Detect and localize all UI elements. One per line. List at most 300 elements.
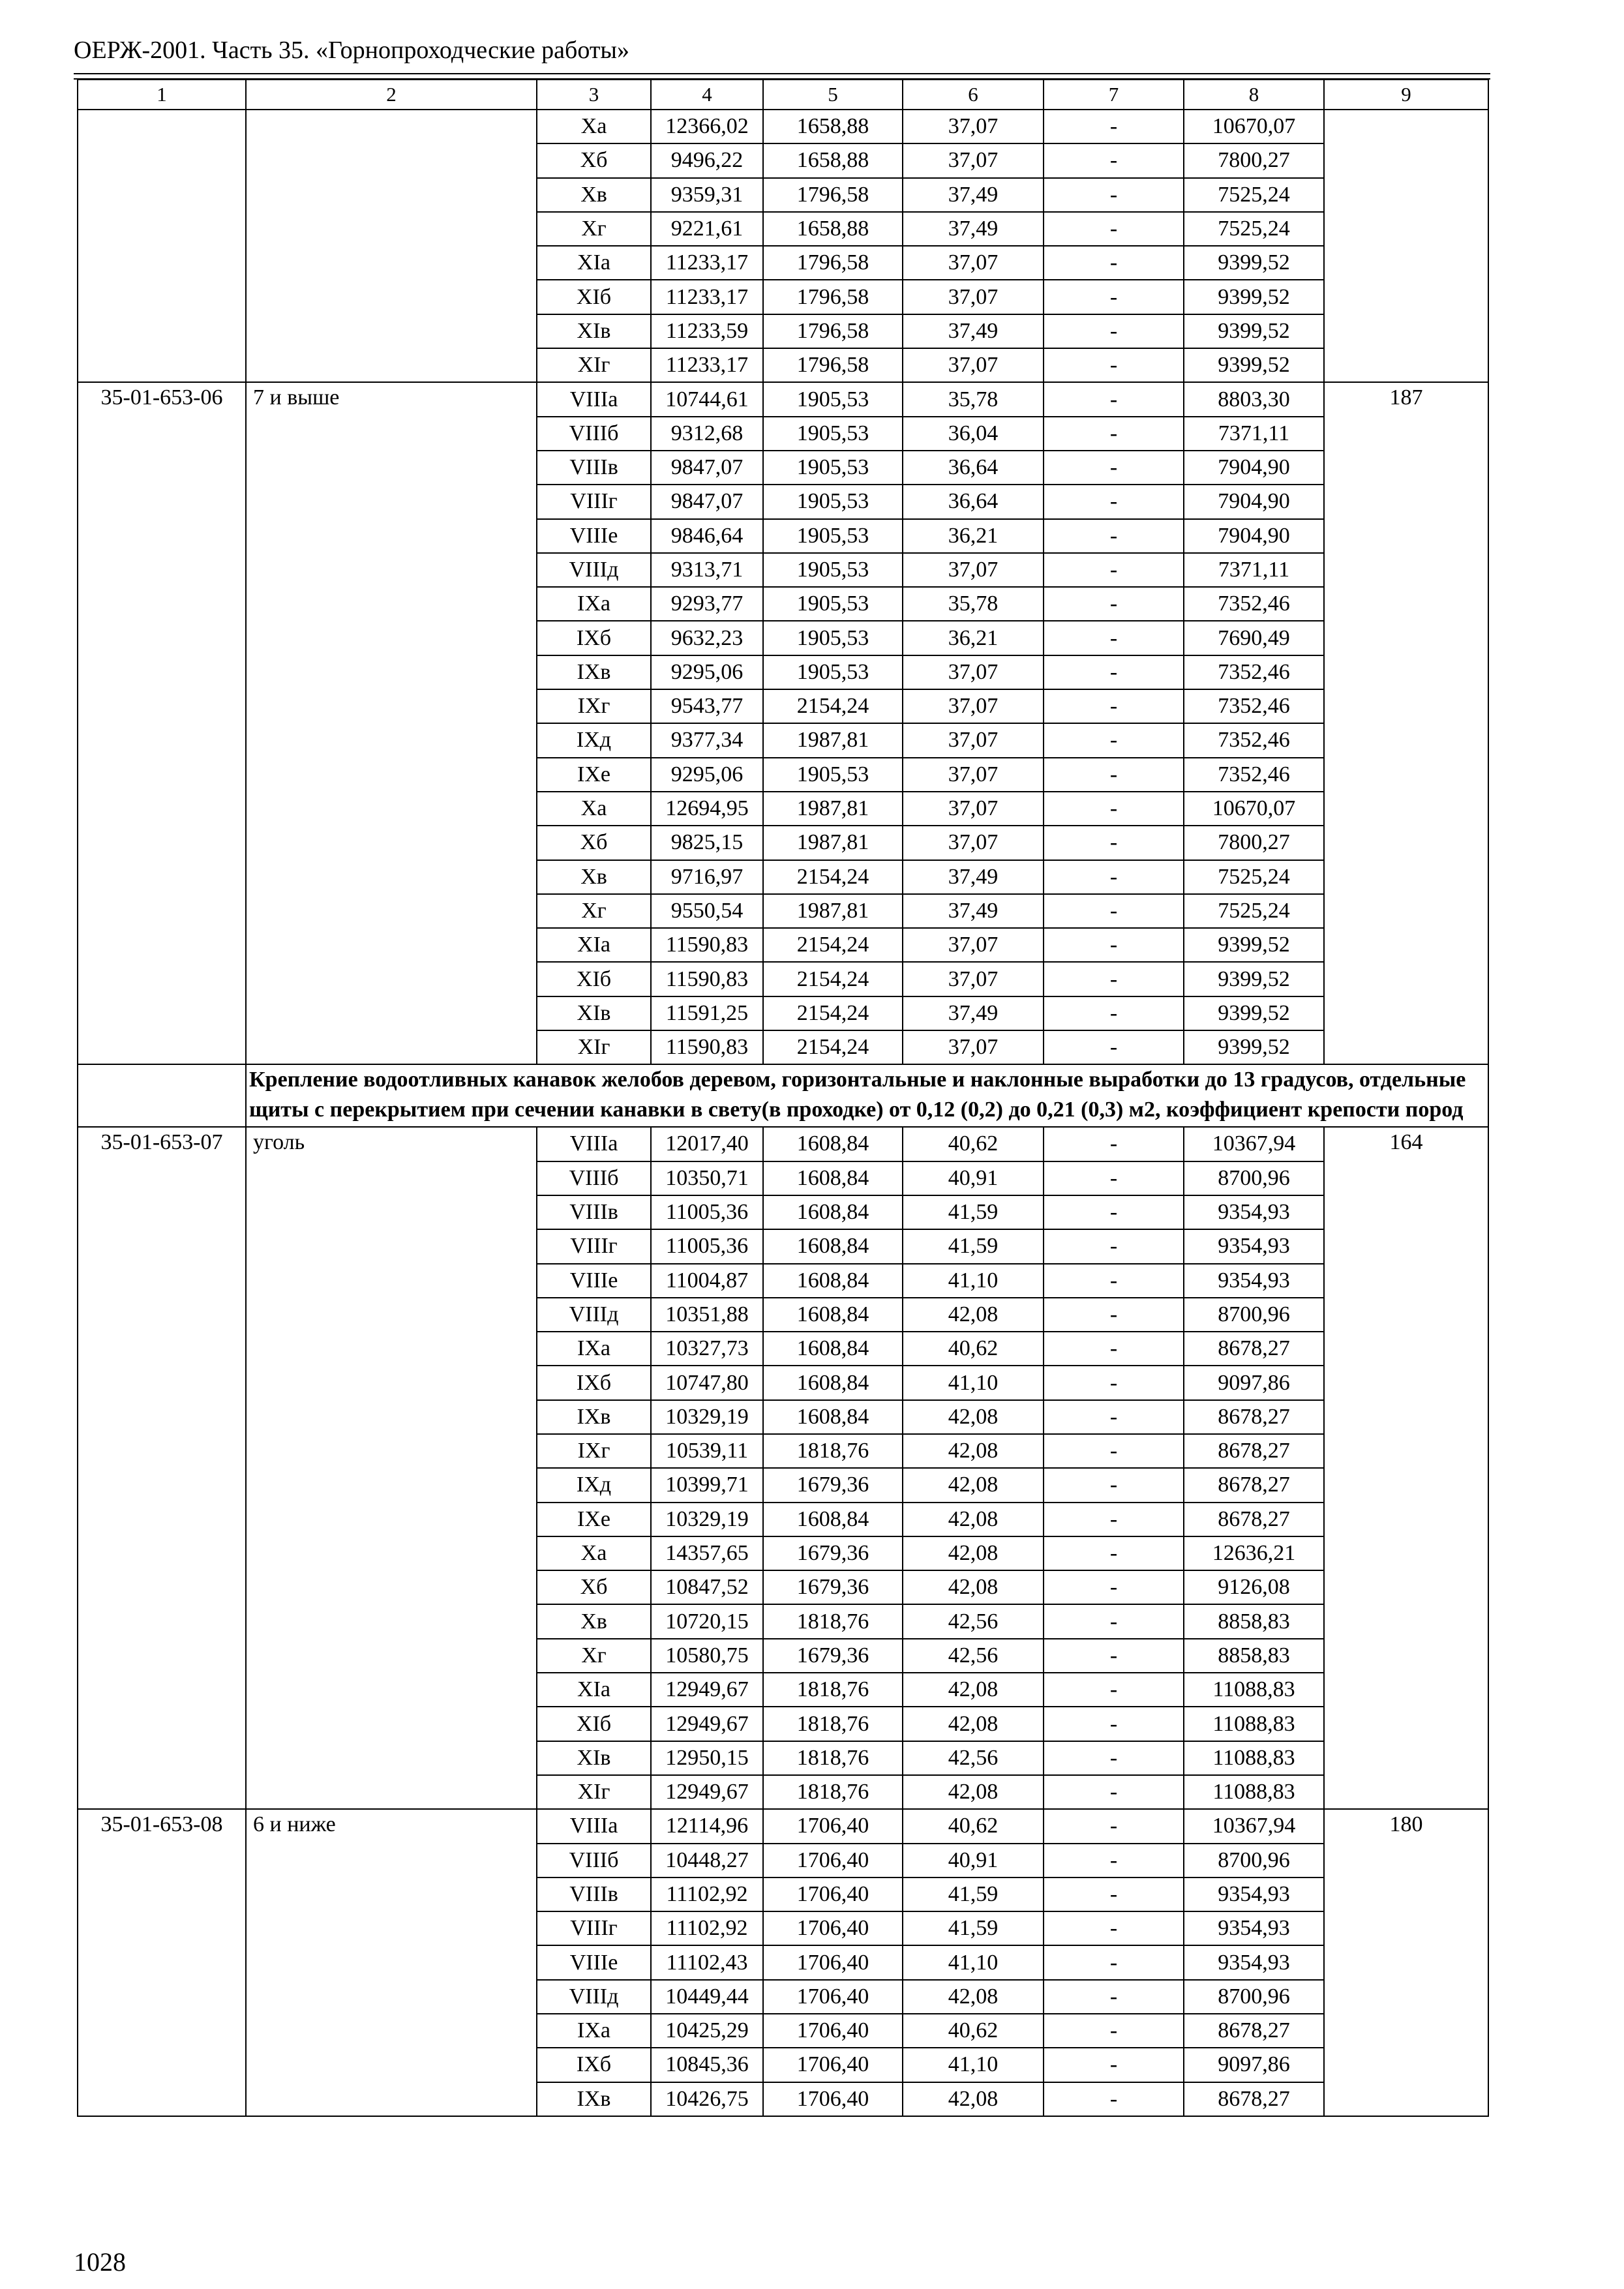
wages-cell: 1706,40 (763, 1980, 903, 2014)
total-cost-cell: 10350,71 (651, 1161, 763, 1195)
total-cost-cell: 10329,19 (651, 1400, 763, 1434)
drivers-wages-cell: - (1044, 1229, 1184, 1263)
total-cost-cell: 11590,83 (651, 962, 763, 996)
zone-cell: VIIIе (537, 519, 651, 553)
machines-cell: 42,56 (903, 1741, 1044, 1775)
materials-cell: 7904,90 (1184, 485, 1324, 518)
materials-cell: 11088,83 (1184, 1741, 1324, 1775)
wages-cell: 1706,40 (763, 1945, 903, 1979)
wages-cell: 2154,24 (763, 962, 903, 996)
zone-cell: XIб (537, 962, 651, 996)
wages-cell: 2154,24 (763, 860, 903, 894)
drivers-wages-cell: - (1044, 1400, 1184, 1434)
materials-cell: 7690,49 (1184, 621, 1324, 655)
machines-cell: 42,08 (903, 1468, 1044, 1502)
zone-cell: VIIIд (537, 1980, 651, 2014)
drivers-wages-cell: - (1044, 553, 1184, 587)
zone-cell: VIIIб (537, 1844, 651, 1878)
materials-cell: 9354,93 (1184, 1911, 1324, 1945)
materials-cell: 8678,27 (1184, 1400, 1324, 1434)
column-number: 6 (903, 80, 1044, 110)
drivers-wages-cell: - (1044, 1775, 1184, 1809)
machines-cell: 41,10 (903, 1366, 1044, 1399)
drivers-wages-cell: - (1044, 894, 1184, 928)
machines-cell: 42,08 (903, 1434, 1044, 1468)
drivers-wages-cell: - (1044, 1980, 1184, 2014)
zone-cell: IXа (537, 2014, 651, 2048)
materials-cell: 9399,52 (1184, 314, 1324, 348)
total-cost-cell: 9377,34 (651, 723, 763, 757)
zone-cell: VIIIа (537, 1809, 651, 1843)
drivers-wages-cell: - (1044, 758, 1184, 792)
zone-cell: VIIIа (537, 1127, 651, 1161)
zone-cell: Xг (537, 212, 651, 246)
wages-cell: 1905,53 (763, 587, 903, 621)
column-number: 7 (1044, 80, 1184, 110)
drivers-wages-cell: - (1044, 587, 1184, 621)
materials-cell: 8700,96 (1184, 1844, 1324, 1878)
column-number: 4 (651, 80, 763, 110)
rates-table (77, 79, 1489, 2117)
zone-cell: IXд (537, 723, 651, 757)
column-number: 8 (1184, 80, 1324, 110)
machines-cell: 40,91 (903, 1161, 1044, 1195)
drivers-wages-cell: - (1044, 826, 1184, 860)
machines-cell: 37,07 (903, 1030, 1044, 1064)
machines-cell: 37,07 (903, 553, 1044, 587)
wages-cell: 1818,76 (763, 1434, 903, 1468)
materials-cell: 11088,83 (1184, 1775, 1324, 1809)
wages-cell: 1679,36 (763, 1536, 903, 1570)
total-cost-cell: 11102,92 (651, 1878, 763, 1911)
machines-cell: 40,62 (903, 2014, 1044, 2048)
machines-cell: 36,21 (903, 621, 1044, 655)
materials-cell: 7525,24 (1184, 894, 1324, 928)
drivers-wages-cell: - (1044, 1332, 1184, 1366)
drivers-wages-cell: - (1044, 1878, 1184, 1911)
materials-cell: 9399,52 (1184, 962, 1324, 996)
materials-cell: 10670,07 (1184, 110, 1324, 143)
table-row (78, 1809, 1488, 1843)
drivers-wages-cell: - (1044, 1945, 1184, 1979)
drivers-wages-cell: - (1044, 1604, 1184, 1638)
machines-cell: 36,04 (903, 417, 1044, 451)
total-cost-cell: 11233,17 (651, 246, 763, 280)
section-heading: Крепление водоотливных канавок желобов деревом, горизонтальные и наклонные выработки до 13 градусов, отдельные щиты с перекрытием при сечении канавки в свету(в проходке) от 0,12 (0,2) до 0,21 (0,3) м2, коэффициент крепости пород (246, 1064, 1488, 1127)
drivers-wages-cell: - (1044, 1030, 1184, 1064)
labor-cost-cell (1324, 110, 1488, 382)
labor-cost-cell: 164 (1324, 1127, 1488, 1809)
page-header-title: ОЕРЖ-2001. Часть 35. «Горнопроходческие работы» (74, 37, 629, 64)
machines-cell: 37,07 (903, 110, 1044, 143)
materials-cell: 8803,30 (1184, 382, 1324, 416)
zone-cell: IXв (537, 1400, 651, 1434)
zone-cell: Xб (537, 826, 651, 860)
materials-cell: 10670,07 (1184, 792, 1324, 826)
zone-cell: IXд (537, 1468, 651, 1502)
wages-cell: 1706,40 (763, 1844, 903, 1878)
rock-strength-cell: 7 и выше (246, 382, 537, 1064)
wages-cell: 1818,76 (763, 1673, 903, 1707)
zone-cell: VIIIб (537, 1161, 651, 1195)
wages-cell: 1905,53 (763, 485, 903, 518)
total-cost-cell: 11102,43 (651, 1945, 763, 1979)
section-empty-cell (78, 1064, 246, 1127)
machines-cell: 42,08 (903, 1707, 1044, 1741)
column-number: 5 (763, 80, 903, 110)
machines-cell: 42,56 (903, 1639, 1044, 1673)
wages-cell: 2154,24 (763, 928, 903, 962)
drivers-wages-cell: - (1044, 1911, 1184, 1945)
rate-code-cell: 35-01-653-07 (78, 1127, 246, 1809)
zone-cell: Xб (537, 1570, 651, 1604)
wages-cell: 1818,76 (763, 1707, 903, 1741)
wages-cell: 1987,81 (763, 792, 903, 826)
total-cost-cell: 11102,92 (651, 1911, 763, 1945)
wages-cell: 1706,40 (763, 2048, 903, 2082)
wages-cell: 1706,40 (763, 1911, 903, 1945)
rock-strength-cell (246, 110, 537, 382)
total-cost-cell: 9632,23 (651, 621, 763, 655)
total-cost-cell: 9550,54 (651, 894, 763, 928)
machines-cell: 41,59 (903, 1878, 1044, 1911)
total-cost-cell: 9221,61 (651, 212, 763, 246)
total-cost-cell: 11590,83 (651, 928, 763, 962)
drivers-wages-cell: - (1044, 1570, 1184, 1604)
materials-cell: 9354,93 (1184, 1195, 1324, 1229)
machines-cell: 42,08 (903, 1980, 1044, 2014)
total-cost-cell: 9847,07 (651, 451, 763, 485)
column-number: 3 (537, 80, 651, 110)
wages-cell: 1905,53 (763, 451, 903, 485)
page-number: 1028 (74, 2247, 126, 2277)
materials-cell: 11088,83 (1184, 1673, 1324, 1707)
zone-cell: IXе (537, 758, 651, 792)
zone-cell: IXв (537, 655, 651, 689)
zone-cell: IXа (537, 587, 651, 621)
materials-cell: 9354,93 (1184, 1878, 1324, 1911)
materials-cell: 8700,96 (1184, 1980, 1324, 2014)
materials-cell: 7371,11 (1184, 417, 1324, 451)
total-cost-cell: 10847,52 (651, 1570, 763, 1604)
drivers-wages-cell: - (1044, 860, 1184, 894)
materials-cell: 8678,27 (1184, 2082, 1324, 2116)
drivers-wages-cell: - (1044, 348, 1184, 382)
machines-cell: 42,08 (903, 1536, 1044, 1570)
wages-cell: 1905,53 (763, 519, 903, 553)
drivers-wages-cell: - (1044, 962, 1184, 996)
zone-cell: Xг (537, 894, 651, 928)
drivers-wages-cell: - (1044, 996, 1184, 1030)
total-cost-cell: 10327,73 (651, 1332, 763, 1366)
rock-strength-cell: 6 и ниже (246, 1809, 537, 2116)
total-cost-cell: 9825,15 (651, 826, 763, 860)
total-cost-cell: 9543,77 (651, 689, 763, 723)
zone-cell: XIг (537, 1775, 651, 1809)
materials-cell: 8858,83 (1184, 1604, 1324, 1638)
materials-cell: 9126,08 (1184, 1570, 1324, 1604)
machines-cell: 37,07 (903, 962, 1044, 996)
drivers-wages-cell: - (1044, 1707, 1184, 1741)
materials-cell: 7525,24 (1184, 178, 1324, 212)
rate-code-cell: 35-01-653-08 (78, 1809, 246, 2116)
zone-cell: Xв (537, 860, 651, 894)
machines-cell: 37,49 (903, 178, 1044, 212)
total-cost-cell: 11591,25 (651, 996, 763, 1030)
materials-cell: 7352,46 (1184, 758, 1324, 792)
column-number: 2 (246, 80, 537, 110)
zone-cell: VIIIд (537, 1298, 651, 1332)
wages-cell: 1796,58 (763, 246, 903, 280)
materials-cell: 9354,93 (1184, 1945, 1324, 1979)
drivers-wages-cell: - (1044, 1503, 1184, 1536)
wages-cell: 1706,40 (763, 1878, 903, 1911)
zone-cell: XIа (537, 928, 651, 962)
total-cost-cell: 9295,06 (651, 655, 763, 689)
zone-cell: Xа (537, 110, 651, 143)
machines-cell: 37,07 (903, 826, 1044, 860)
machines-cell: 42,08 (903, 1570, 1044, 1604)
total-cost-cell: 12017,40 (651, 1127, 763, 1161)
drivers-wages-cell: - (1044, 2014, 1184, 2048)
machines-cell: 36,64 (903, 451, 1044, 485)
materials-cell: 8700,96 (1184, 1161, 1324, 1195)
wages-cell: 1608,84 (763, 1127, 903, 1161)
total-cost-cell: 9313,71 (651, 553, 763, 587)
zone-cell: Xг (537, 1639, 651, 1673)
machines-cell: 41,10 (903, 1264, 1044, 1298)
drivers-wages-cell: - (1044, 1639, 1184, 1673)
drivers-wages-cell: - (1044, 485, 1184, 518)
drivers-wages-cell: - (1044, 314, 1184, 348)
machines-cell: 41,10 (903, 1945, 1044, 1979)
zone-cell: IXв (537, 2082, 651, 2116)
materials-cell: 9399,52 (1184, 996, 1324, 1030)
drivers-wages-cell: - (1044, 212, 1184, 246)
machines-cell: 35,78 (903, 587, 1044, 621)
total-cost-cell: 14357,65 (651, 1536, 763, 1570)
wages-cell: 1818,76 (763, 1604, 903, 1638)
materials-cell: 9399,52 (1184, 280, 1324, 314)
wages-cell: 1905,53 (763, 382, 903, 416)
zone-cell: Xа (537, 792, 651, 826)
zone-cell: VIIIд (537, 553, 651, 587)
machines-cell: 37,07 (903, 246, 1044, 280)
drivers-wages-cell: - (1044, 1434, 1184, 1468)
zone-cell: VIIIв (537, 1878, 651, 1911)
materials-cell: 7352,46 (1184, 723, 1324, 757)
total-cost-cell: 10744,61 (651, 382, 763, 416)
wages-cell: 1608,84 (763, 1332, 903, 1366)
zone-cell: XIг (537, 1030, 651, 1064)
total-cost-cell: 11233,17 (651, 280, 763, 314)
wages-cell: 2154,24 (763, 996, 903, 1030)
machines-cell: 35,78 (903, 382, 1044, 416)
drivers-wages-cell: - (1044, 280, 1184, 314)
total-cost-cell: 9293,77 (651, 587, 763, 621)
zone-cell: IXа (537, 1332, 651, 1366)
materials-cell: 7525,24 (1184, 860, 1324, 894)
machines-cell: 41,59 (903, 1229, 1044, 1263)
zone-cell: VIIIе (537, 1264, 651, 1298)
drivers-wages-cell: - (1044, 110, 1184, 143)
wages-cell: 1679,36 (763, 1639, 903, 1673)
zone-cell: XIа (537, 246, 651, 280)
materials-cell: 7352,46 (1184, 689, 1324, 723)
materials-cell: 10367,94 (1184, 1809, 1324, 1843)
total-cost-cell: 12950,15 (651, 1741, 763, 1775)
wages-cell: 1608,84 (763, 1298, 903, 1332)
materials-cell: 8678,27 (1184, 1332, 1324, 1366)
wages-cell: 1608,84 (763, 1503, 903, 1536)
materials-cell: 7800,27 (1184, 143, 1324, 177)
zone-cell: VIIIв (537, 1195, 651, 1229)
drivers-wages-cell: - (1044, 178, 1184, 212)
zone-cell: XIг (537, 348, 651, 382)
total-cost-cell: 10426,75 (651, 2082, 763, 2116)
zone-cell: XIб (537, 280, 651, 314)
rock-strength-cell: уголь (246, 1127, 537, 1809)
materials-cell: 12636,21 (1184, 1536, 1324, 1570)
materials-cell: 9399,52 (1184, 348, 1324, 382)
machines-cell: 37,49 (903, 996, 1044, 1030)
materials-cell: 7800,27 (1184, 826, 1324, 860)
machines-cell: 37,07 (903, 758, 1044, 792)
machines-cell: 37,07 (903, 348, 1044, 382)
zone-cell: Xа (537, 1536, 651, 1570)
machines-cell: 40,91 (903, 1844, 1044, 1878)
materials-cell: 8678,27 (1184, 2014, 1324, 2048)
drivers-wages-cell: - (1044, 792, 1184, 826)
drivers-wages-cell: - (1044, 1673, 1184, 1707)
drivers-wages-cell: - (1044, 928, 1184, 962)
machines-cell: 40,62 (903, 1127, 1044, 1161)
wages-cell: 1796,58 (763, 178, 903, 212)
total-cost-cell: 10399,71 (651, 1468, 763, 1502)
table-row (78, 1127, 1488, 1161)
total-cost-cell: 12694,95 (651, 792, 763, 826)
machines-cell: 41,59 (903, 1195, 1044, 1229)
wages-cell: 1658,88 (763, 212, 903, 246)
wages-cell: 1905,53 (763, 553, 903, 587)
zone-cell: IXб (537, 2048, 651, 2082)
zone-cell: XIв (537, 314, 651, 348)
materials-cell: 8678,27 (1184, 1434, 1324, 1468)
machines-cell: 37,49 (903, 212, 1044, 246)
machines-cell: 37,07 (903, 143, 1044, 177)
machines-cell: 37,07 (903, 655, 1044, 689)
zone-cell: XIб (537, 1707, 651, 1741)
materials-cell: 7352,46 (1184, 655, 1324, 689)
total-cost-cell: 9295,06 (651, 758, 763, 792)
zone-cell: Xв (537, 1604, 651, 1638)
total-cost-cell: 9496,22 (651, 143, 763, 177)
total-cost-cell: 12949,67 (651, 1673, 763, 1707)
wages-cell: 1679,36 (763, 1468, 903, 1502)
drivers-wages-cell: - (1044, 519, 1184, 553)
machines-cell: 42,08 (903, 1298, 1044, 1332)
table-body (78, 80, 1488, 2116)
machines-cell: 37,07 (903, 792, 1044, 826)
wages-cell: 1818,76 (763, 1741, 903, 1775)
materials-cell: 9354,93 (1184, 1229, 1324, 1263)
materials-cell: 8858,83 (1184, 1639, 1324, 1673)
wages-cell: 1608,84 (763, 1400, 903, 1434)
machines-cell: 37,07 (903, 723, 1044, 757)
zone-cell: Xб (537, 143, 651, 177)
wages-cell: 1796,58 (763, 280, 903, 314)
zone-cell: XIв (537, 996, 651, 1030)
machines-cell: 42,08 (903, 2082, 1044, 2116)
total-cost-cell: 11233,59 (651, 314, 763, 348)
drivers-wages-cell: - (1044, 723, 1184, 757)
drivers-wages-cell: - (1044, 417, 1184, 451)
wages-cell: 2154,24 (763, 1030, 903, 1064)
materials-cell: 9399,52 (1184, 928, 1324, 962)
drivers-wages-cell: - (1044, 143, 1184, 177)
materials-cell: 9399,52 (1184, 246, 1324, 280)
machines-cell: 37,07 (903, 280, 1044, 314)
wages-cell: 1796,58 (763, 314, 903, 348)
drivers-wages-cell: - (1044, 689, 1184, 723)
drivers-wages-cell: - (1044, 246, 1184, 280)
column-number-row (78, 80, 1488, 110)
rate-code-cell: 35-01-653-06 (78, 382, 246, 1064)
total-cost-cell: 10351,88 (651, 1298, 763, 1332)
total-cost-cell: 10449,44 (651, 1980, 763, 2014)
machines-cell: 36,64 (903, 485, 1044, 518)
zone-cell: IXб (537, 621, 651, 655)
drivers-wages-cell: - (1044, 1844, 1184, 1878)
total-cost-cell: 9716,97 (651, 860, 763, 894)
drivers-wages-cell: - (1044, 1741, 1184, 1775)
materials-cell: 7371,11 (1184, 553, 1324, 587)
wages-cell: 1818,76 (763, 1775, 903, 1809)
materials-cell: 10367,94 (1184, 1127, 1324, 1161)
zone-cell: VIIIе (537, 1945, 651, 1979)
zone-cell: VIIIг (537, 1229, 651, 1263)
total-cost-cell: 12366,02 (651, 110, 763, 143)
materials-cell: 8700,96 (1184, 1298, 1324, 1332)
drivers-wages-cell: - (1044, 1809, 1184, 1843)
machines-cell: 36,21 (903, 519, 1044, 553)
machines-cell: 37,49 (903, 894, 1044, 928)
wages-cell: 1658,88 (763, 110, 903, 143)
drivers-wages-cell: - (1044, 1536, 1184, 1570)
total-cost-cell: 11004,87 (651, 1264, 763, 1298)
materials-cell: 11088,83 (1184, 1707, 1324, 1741)
total-cost-cell: 10539,11 (651, 1434, 763, 1468)
column-number: 9 (1324, 80, 1488, 110)
machines-cell: 42,08 (903, 1400, 1044, 1434)
wages-cell: 1706,40 (763, 2014, 903, 2048)
drivers-wages-cell: - (1044, 1298, 1184, 1332)
materials-cell: 7904,90 (1184, 519, 1324, 553)
materials-cell: 8678,27 (1184, 1468, 1324, 1502)
drivers-wages-cell: - (1044, 2082, 1184, 2116)
drivers-wages-cell: - (1044, 1127, 1184, 1161)
zone-cell: IXб (537, 1366, 651, 1399)
materials-cell: 7352,46 (1184, 587, 1324, 621)
drivers-wages-cell: - (1044, 621, 1184, 655)
rate-code-cell (78, 110, 246, 382)
materials-cell: 9097,86 (1184, 1366, 1324, 1399)
total-cost-cell: 10720,15 (651, 1604, 763, 1638)
zone-cell: VIIIб (537, 417, 651, 451)
materials-cell: 8678,27 (1184, 1503, 1324, 1536)
labor-cost-cell: 187 (1324, 382, 1488, 1064)
zone-cell: IXе (537, 1503, 651, 1536)
